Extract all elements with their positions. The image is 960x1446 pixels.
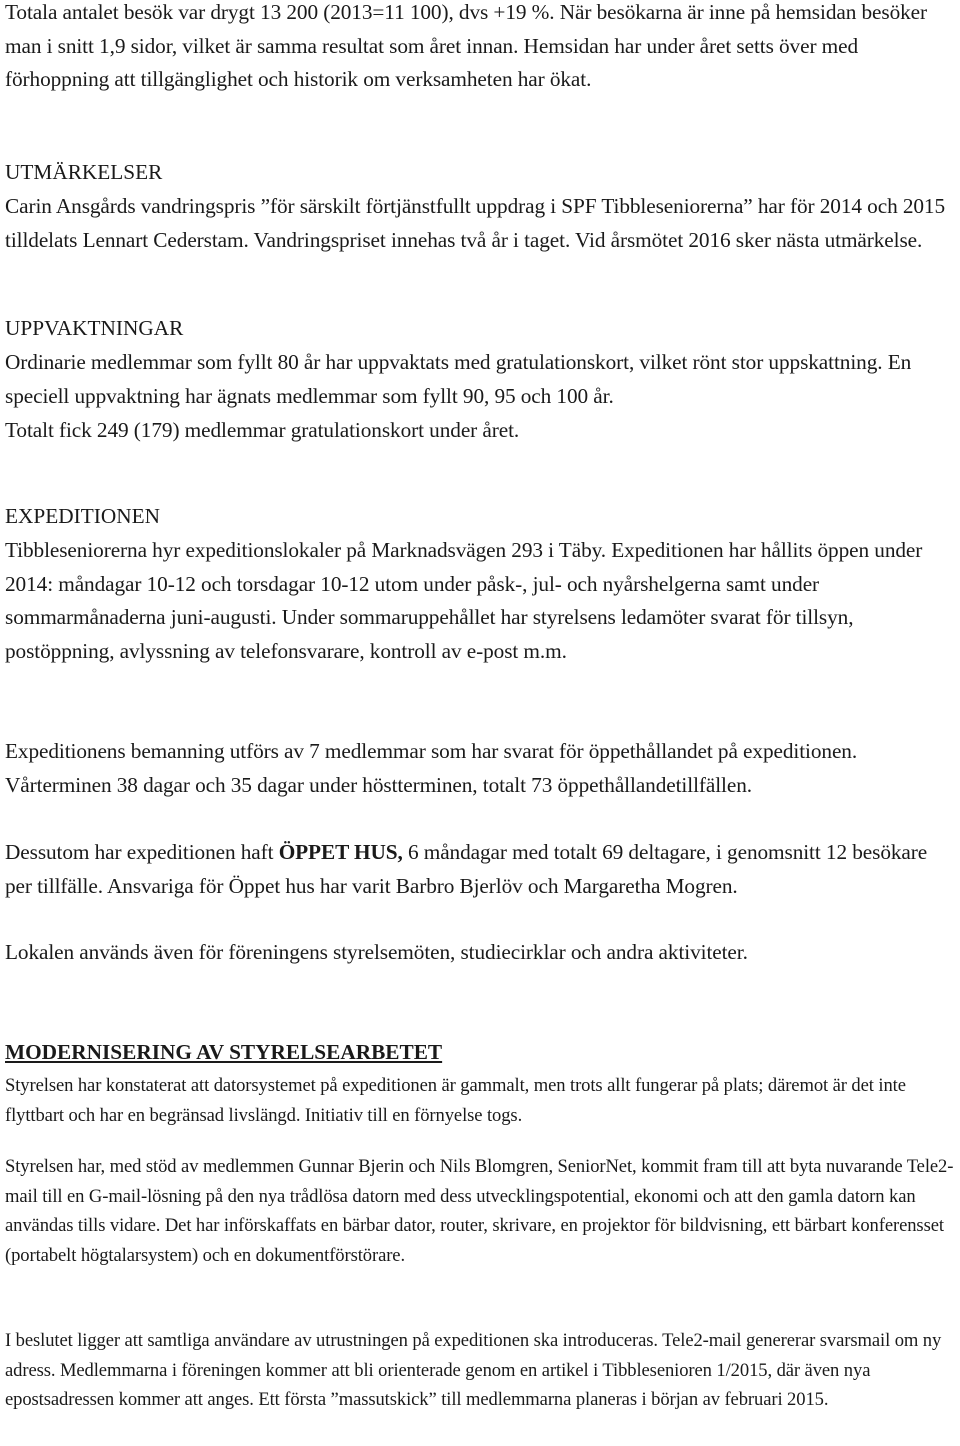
expeditionen-paragraph-4: Lokalen används även för föreningens styrelsemöten, studiecirklar och andra aktiviteter. xyxy=(5,940,748,964)
modernisering-paragraph-1: Styrelsen har konstaterat att datorsystemet på expeditionen är gammalt, men trots allt fungerar på plats; däremot är det inte flyttbart och har en begränsad livslängd. Initiativ till en förnyelse togs. xyxy=(5,1075,906,1126)
oppet-hus-details: 6 måndagar med totalt 69 deltagare, i genomsnitt 12 besökare per tillfälle. Ansvariga för Öppet hus har varit Barbro Bjerlöv och Margaretha Mogren. xyxy=(5,840,928,898)
intro-paragraph: Totala antalet besök var drygt 13 200 (2013=11 100), dvs +19 %. När besökarna är inne på hemsidan besöker man i snitt 1,9 sidor, vilket är samma resultat som året innan. Hemsidan har under året setts över med förhoppning att tillgänglighet och historik om verksamheten har ökat. xyxy=(5,0,928,91)
uppvaktningar-total: Totalt fick 249 (179) medlemmar gratulationskort under året. xyxy=(5,418,520,442)
oppet-hus-intro: Dessutom har expeditionen haft xyxy=(5,840,279,864)
modernisering-heading: MODERNISERING AV STYRELSEARBETET xyxy=(5,1040,443,1064)
utmarkelser-body: Carin Ansgårds vandringspris ”för särskilt förtjänstfullt uppdrag i SPF Tibbleseniorerna” har för 2014 och 2015 tilldelats Lennart Cederstam. Vandringspriset innehas två år i taget. Vid årsmötet 2016 sker nästa utmärkelse. xyxy=(5,194,946,252)
uppvaktningar-heading: UPPVAKTNINGAR xyxy=(5,316,184,340)
oppet-hus-label: ÖPPET HUS, xyxy=(278,840,403,864)
expeditionen-paragraph-2: Expeditionens bemanning utförs av 7 medlemmar som har svarat för öppethållandet på expeditionen. Vårterminen 38 dagar och 35 dagar under höstterminen, totalt 73 öppethållandetillfällen. xyxy=(5,739,858,797)
modernisering-paragraph-3: I beslutet ligger att samtliga användare av utrustningen på expeditionen ska introduceras. Tele2-mail genererar svarsmail om ny adress. Medlemmarna i föreningen kommer att bli orienterade genom en artikel i Tibblesenioren 1/2015, där även nya epostsadressen kommer att anges. Ett första ”massutskick” till medlemmarna planeras i början av februari 2015. xyxy=(5,1330,942,1411)
expeditionen-heading: EXPEDITIONEN xyxy=(5,504,160,528)
expeditionen-paragraph-3 xyxy=(5,836,957,903)
utmarkelser-heading: UTMÄRKELSER xyxy=(5,160,163,184)
modernisering-paragraph-2: Styrelsen har, med stöd av medlemmen Gunnar Bjerin och Nils Blomgren, SeniorNet, kommit fram till att byta nuvarande Tele2-mail till en G-mail-lösning på den nya trådlösa datorn med dess utvecklingspotential, ekonomi och att den gamla datorn kan användas tills vidare. Det har införskaffats en bärbar dator, router, skrivare, en projektor för bildvisning, ett bärbart konferensset (portabelt högtalarsystem) och en dokumentförstörare. xyxy=(5,1156,954,1266)
uppvaktningar-body: Ordinarie medlemmar som fyllt 80 år har uppvaktats med gratulationskort, vilket rönt stor uppskattning. En speciell uppvaktning har ägnats medlemmar som fyllt 90, 95 och 100 år. xyxy=(5,350,912,408)
expeditionen-paragraph-1: Tibbleseniorerna hyr expeditionslokaler på Marknadsvägen 293 i Täby. Expeditionen har hållits öppen under 2014: måndagar 10-12 och torsdagar 10-12 utom under påsk-, jul- och nyårshelgerna samt under sommarmånaderna juni-augusti. Under sommaruppehållet har styrelsens ledamöter svarat för tillsyn, postöppning, avlyssning av telefonsvarare, kontroll av e-post m.m. xyxy=(5,538,923,663)
